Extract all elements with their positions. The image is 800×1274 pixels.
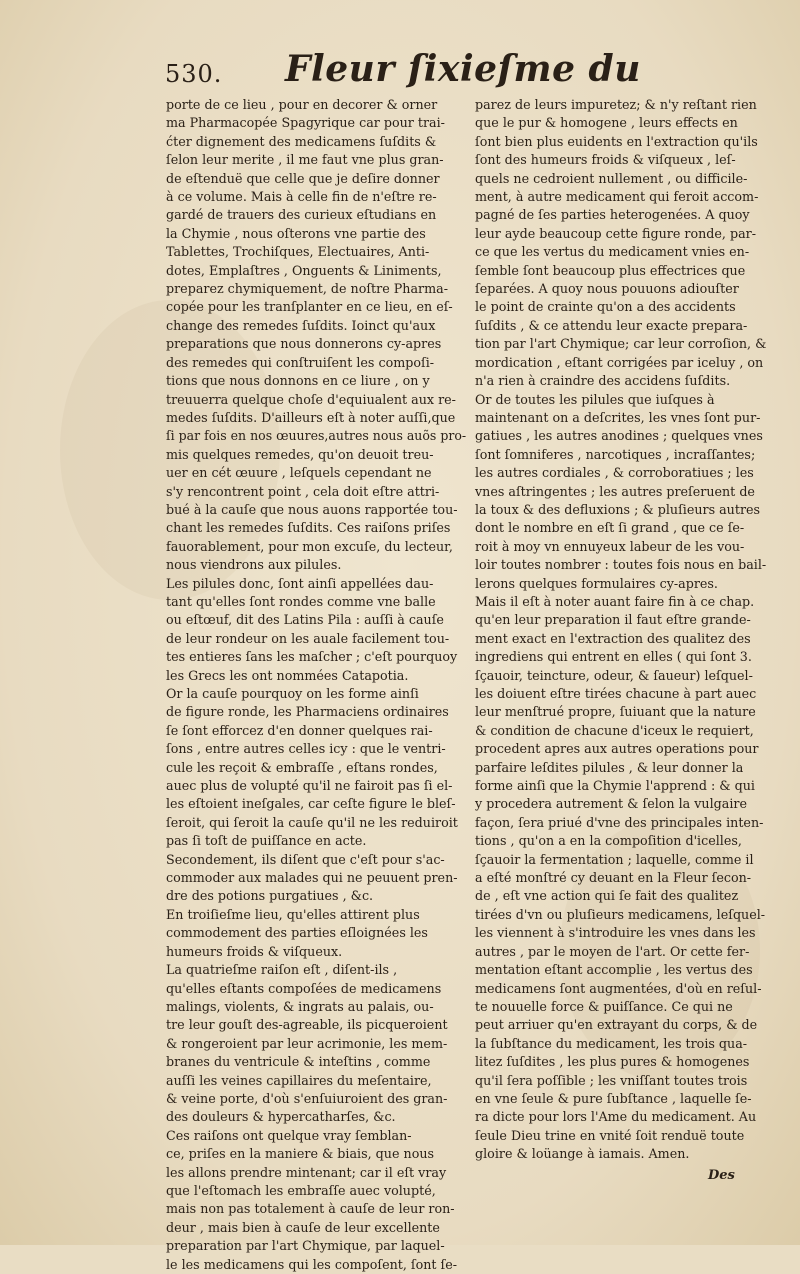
text-line: lerons quelques formulaires cy-apres. xyxy=(475,575,718,591)
text-line: de leur rondeur on les auale facilement tou- xyxy=(166,630,450,646)
text-line: medicamens ſont augmentées, d'où en reſul- xyxy=(475,980,762,996)
text-line: deur , mais bien à cauſe de leur excellente xyxy=(166,1219,440,1235)
text-line: de , eſt vne action qui ſe fait des qualitez xyxy=(475,888,739,904)
text-line: & condition de chacune d'iceux le requiert, xyxy=(475,722,754,738)
text-line: a eſté monſtré cy deuant en la Fleur ſecon- xyxy=(475,870,752,886)
text-line: de eſtenduë que celle que je deſire donner xyxy=(166,170,440,186)
text-line: de figure ronde, les Pharmaciens ordinaires xyxy=(166,704,449,720)
text-line: les Grecs les ont nommées Catapotia. xyxy=(166,667,409,683)
text-line: les allons prendre mintenant; car il eſt vray xyxy=(166,1164,447,1180)
text-line: ſons , entre autres celles icy : que le ventri- xyxy=(166,741,446,757)
text-line: leur ayde beaucoup cette figure ronde, par- xyxy=(475,225,756,241)
text-line: commodement des parties eſloignées les xyxy=(166,925,428,941)
text-line: ſi par fois en nos œuures,autres nous auõs pro- xyxy=(166,428,467,444)
text-line: qu'en leur preparation il faut eſtre grande- xyxy=(475,612,751,628)
text-line: forme ainſi que la Chymie l'apprend : & qui xyxy=(475,778,755,794)
text-line: gatiues , les autres anodines ; quelques vnes xyxy=(475,428,763,444)
text-line: tion par l'art Chymique; car leur corroſion, & xyxy=(475,336,767,352)
text-line: tre leur gouſt des-agreable, ils picqueroient xyxy=(166,1017,448,1033)
text-line: bué à la cauſe que nous auons rapportée tou- xyxy=(166,501,458,517)
text-line: preparez chymiquement, de noſtre Pharma- xyxy=(166,281,448,297)
text-line: la ſubſtance du medicament, les trois qua- xyxy=(475,1035,748,1051)
text-line: & rongeroient par leur acrimonie, les mem- xyxy=(166,1035,448,1051)
text-line: les autres cordiales , & corroboratiues ; les xyxy=(475,465,754,481)
text-line: auec plus de volupté qu'il ne fairoit pas ſi el- xyxy=(166,778,453,794)
text-line: maintenant on a deſcrites, les vnes ſont pur- xyxy=(475,409,761,425)
text-line: mentation eſtant accomplie , les vertus des xyxy=(475,962,753,978)
text-line: ſeparées. A quoy nous pouuons adiouſter xyxy=(475,281,739,297)
text-line: des remedes qui conſtruiſent les compoſi- xyxy=(166,354,435,370)
text-line: auſſi les veines capillaires du meſentaire, xyxy=(166,1072,432,1088)
text-line: change des remedes ſuſdits. Ioinct qu'aux xyxy=(166,317,436,333)
text-line: la Chymie , nous oſterons vne partie des xyxy=(166,225,426,241)
text-line: Tablettes, Trochiſques, Electuaires, Anti- xyxy=(166,244,430,260)
text-line: façon, ſera priué d'vne des principales inten- xyxy=(475,814,764,830)
text-line: dre des potions purgatiues , &c. xyxy=(166,888,374,904)
text-line: ſçauoir la fermentation ; laquelle, comme il xyxy=(475,851,754,867)
text-line: ſuſdits , & ce attendu leur exacte prepara- xyxy=(475,317,748,333)
text-line: quels ne cedroient nullement , ou difficile- xyxy=(475,170,748,186)
text-line: autres , par le moyen de l'art. Or cette fer- xyxy=(475,943,750,959)
text-line: ce, priſes en la maniere & biais, que nous xyxy=(166,1146,435,1162)
left-text-column xyxy=(166,96,466,1274)
text-line: tant qu'elles ſont rondes comme vne balle xyxy=(166,593,436,609)
text-line: mis quelques remedes, qu'on deuoit treu- xyxy=(166,446,434,462)
text-line: ćter dignement des medicamens ſuſdits & xyxy=(166,133,437,149)
text-line: gloire & loüange à iamais. Amen. xyxy=(475,1146,690,1162)
text-line: ſçauoir, teincture, odeur, & ſaueur) leſquel- xyxy=(475,667,753,683)
text-line: ſeroit, qui ſeroit la cauſe qu'il ne les reduiroit xyxy=(166,814,458,830)
text-line: te nouuelle force & puiſſance. Ce qui ne xyxy=(475,998,733,1014)
text-line: ment, à autre medicament qui feroit accom- xyxy=(475,189,759,205)
text-line: preparations que nous donnerons cy-apres xyxy=(166,336,442,352)
text-line: ſont des humeurs froids & viſqueux , leſ- xyxy=(475,152,736,168)
text-line: les eſtoient ineſgales, car ceſte figure le bleſ- xyxy=(166,796,456,812)
text-line: parfaire leſdites pilules , & leur donner la xyxy=(475,759,744,775)
text-line: Ces raiſons ont quelque vray ſemblan- xyxy=(166,1127,412,1143)
text-line: ſont bien plus euidents en l'extraction qu'ils xyxy=(475,133,758,149)
text-line: dotes, Emplaſtres , Onguents & Liniments, xyxy=(166,262,442,278)
text-line: chant les remedes ſuſdits. Ces raiſons priſes xyxy=(166,520,451,536)
right-text-column xyxy=(475,96,795,1164)
text-line: qu'elles eſtants compoſées de medicamens xyxy=(166,980,442,996)
text-line: peut arriuer qu'en extrayant du corps, & de xyxy=(475,1017,758,1033)
text-line: ſont ſomniferes , narcotiques , incraſſantes; xyxy=(475,446,756,462)
text-line: ce que les vertus du medicament vnies en- xyxy=(475,244,750,260)
text-line: treuuerra quelque choſe d'equiualent aux re- xyxy=(166,391,456,407)
text-line: pas ſi toſt de puiſſance en acte. xyxy=(166,833,367,849)
text-line: commoder aux malades qui ne peuuent pren- xyxy=(166,870,458,886)
text-line: ment exact en l'extraction des qualitez des xyxy=(475,630,751,646)
text-line: & veine porte, d'où s'enſuiuroient des gran- xyxy=(166,1090,448,1106)
text-line: malings, violents, & ingrats au palais, ou- xyxy=(166,998,434,1014)
text-line: nous viendrons aux pilules. xyxy=(166,557,342,573)
text-line: medes ſuſdits. D'ailleurs eſt à noter auſſi,que xyxy=(166,409,456,425)
text-line: que le pur & homogene , leurs effects en xyxy=(475,115,738,131)
text-line: ingrediens qui entrent en elles ( qui ſont 3. xyxy=(475,649,752,665)
text-line: cule les reçoit & embraſſe , eſtans rondes, xyxy=(166,759,438,775)
text-line: qu'il ſera poſſible ; les vniſſant toutes trois xyxy=(475,1072,748,1088)
text-line: ra dicte pour lors l'Ame du medicament. Au xyxy=(475,1109,757,1125)
text-line: mordication , eſtant corrigées par iceluy , on xyxy=(475,354,764,370)
text-line: procedent apres aux autres operations pour xyxy=(475,741,759,757)
text-line: vnes aſtringentes ; les autres preſeruent de xyxy=(475,483,755,499)
text-line: à ce volume. Mais à celle fin de n'eſtre re- xyxy=(166,189,437,205)
text-line: fauorablement, pour mon excuſe, du lecteur, xyxy=(166,538,453,554)
text-line: Mais il eſt à noter auant faire fin à ce chap. xyxy=(475,593,755,609)
text-line: que l'eſtomach les embraſſe auec volupté, xyxy=(166,1182,436,1198)
text-line: le les medicamens qui les compoſent, ſont ſe- xyxy=(166,1256,458,1272)
text-line: litez ſuſdites , les plus pures & homogenes xyxy=(475,1054,750,1070)
text-line: uer en cét œuure , leſquels cependant ne xyxy=(166,465,432,481)
text-line: En troiſieſme lieu, qu'elles attirent plus xyxy=(166,906,420,922)
text-line: les doiuent eſtre tirées chacune à part auec xyxy=(475,686,757,701)
text-line: tions que nous donnons en ce liure , on y xyxy=(166,373,430,389)
catchword: Des xyxy=(708,1168,735,1183)
text-line: dont le nombre en eſt ſi grand , que ce ſe- xyxy=(475,520,745,536)
text-line: parez de leurs impuretez; & n'y reſtant rien xyxy=(475,97,757,112)
text-line: gardé de trauers des curieux eſtudians en xyxy=(166,207,437,223)
text-line: humeurs froids & viſqueux. xyxy=(166,943,343,959)
text-line: branes du ventricule & inteſtins , comme xyxy=(166,1054,431,1070)
text-line: leur menſtrué propre, ſuiuant que la nature xyxy=(475,704,756,720)
text-line: les viennent à s'introduire les vnes dans les xyxy=(475,925,756,941)
page-number: 530. xyxy=(165,60,223,88)
text-line: s'y rencontrent point , cela doit eſtre attri- xyxy=(166,483,440,499)
text-line: ſeule Dieu trine en vnité ſoit renduë toute xyxy=(475,1127,745,1143)
text-line: Or la cauſe pourquoy on les forme ainſi xyxy=(166,686,419,701)
text-line: la toux & des defluxions ; & pluſieurs autres xyxy=(475,501,761,517)
text-line: ſemble ſont beaucoup plus effectrices que xyxy=(475,262,746,278)
text-line: le point de crainte qu'on a des accidents xyxy=(475,299,736,315)
text-line: La quatrieſme raiſon eſt , diſent-ils , xyxy=(166,962,398,978)
page-header xyxy=(165,48,725,98)
text-line: loir toutes nombrer : toutes fois nous en bail- xyxy=(475,557,767,573)
running-title: Fleur ſixieſme du xyxy=(285,48,641,90)
text-line: Les pilules donc, ſont ainſi appellées dau- xyxy=(166,575,434,591)
text-line: preparation par l'art Chymique, par laquel- xyxy=(166,1238,445,1254)
text-line: Secondement, ils diſent que c'eſt pour s'ac- xyxy=(166,851,445,867)
text-line: tions , qu'on a en la compoſition d'icelles, xyxy=(475,833,742,849)
text-line: ſe ſont efforcez d'en donner quelques rai- xyxy=(166,722,433,738)
text-line: ma Pharmacopée Spagyrique car pour trai- xyxy=(166,115,445,131)
text-line: Or de toutes les pilules que iuſques à xyxy=(475,391,715,407)
text-line: ſelon leur merite , il me faut vne plus gran- xyxy=(166,152,444,168)
text-line: copée pour les tranſplanter en ce lieu, en eſ- xyxy=(166,299,453,315)
text-line: n'a rien à craindre des accidens ſuſdits. xyxy=(475,373,731,389)
text-line: y procedera autrement & ſelon la vulgaire xyxy=(475,796,747,812)
text-line: en vne ſeule & pure ſubſtance , laquelle ſe- xyxy=(475,1090,752,1106)
text-line: porte de ce lieu , pour en decorer & orner xyxy=(166,97,438,112)
text-line: des douleurs & hypercatharſes, &c. xyxy=(166,1109,396,1125)
text-line: pagné de ſes parties heterogenées. A quoy xyxy=(475,207,750,223)
text-line: roit à moy vn ennuyeux labeur de les vou- xyxy=(475,538,745,554)
text-line: ou eſtœuf, dit des Latins Pila : auſſi à cauſe xyxy=(166,612,444,628)
text-line: tes entieres ſans les maſcher ; c'eſt pourquoy xyxy=(166,649,458,665)
text-line: tirées d'vn ou pluſieurs medicamens, leſquel- xyxy=(475,906,766,922)
text-line: mais non pas totalement à cauſe de leur ron- xyxy=(166,1201,455,1217)
